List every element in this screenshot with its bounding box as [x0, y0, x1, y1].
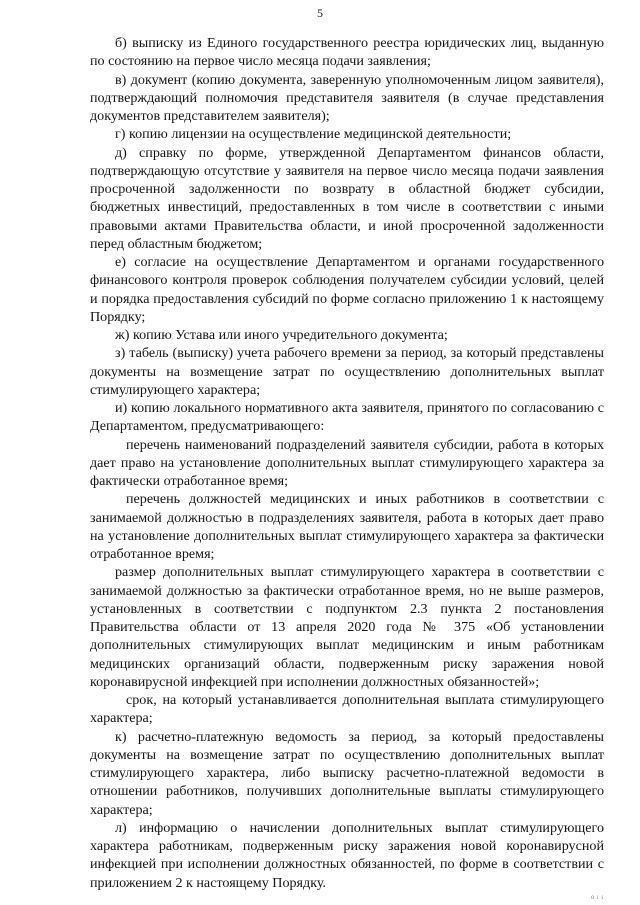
document-body: [90, 34, 604, 892]
page-number: 5: [317, 6, 323, 20]
list-item-k: к) расчетно-платежную ведомость за период, за который предоставлены документы на возмещение затрат по осуществлению дополнительных выплат стимулирующего характера, либо выписку расчетно-платежной ведомости в отношении работников, получивших дополнительные выплаты стимулирующего характера;: [90, 728, 604, 818]
list-item-i: и) копию локального нормативного акта заявителя, принятого по согласованию с Департаментом, предусматривающего:: [90, 400, 604, 435]
list-item-z: з) табель (выписку) учета рабочего времени за период, за который представлены документы на возмещение затрат по осуществлению дополнительных выплат стимулирующего характера;: [90, 345, 604, 398]
list-item-b: б) выписку из Единого государственного реестра юридических лиц, выданную по состоянию на первое число месяца подачи заявления;: [90, 35, 604, 70]
footer-mark: 0 i i: [591, 896, 604, 901]
list-item-d: д) справку по форме, утвержденной Департаментом финансов области, подтверждающую отсутствие у заявителя на первое число месяца подачи заявления просроченной задолженности по возврату в областной бюджет субсидии, бюджетных инвестиций, предоставленных в том числе в соответствии с иными правовыми актами Правительства области, и иной просроченной задолженности перед областным бюджетом;: [90, 144, 604, 252]
list-subitem-positions: перечень должностей медицинских и иных работников в соответствии с занимаемой должностью в подразделениях заявителя, работа в которых дает право на установление дополнительных выплат стимулирующего характера за фактически отработанное время;: [90, 491, 604, 562]
list-subitem-term: срок, на который устанавливается дополнительная выплата стимулирующего характера;: [90, 692, 604, 727]
list-item-l: л) информацию о начислении дополнительных выплат стимулирующего характера работникам, подверженным риску заражения новой коронавирусной инфекцией при исполнении должностных обязанностей, по форме в соответствии с приложением 2 к настоящему Порядку.: [90, 819, 604, 891]
list-item-g: г) копию лицензии на осуществление медицинской деятельности;: [115, 126, 512, 143]
list-subitem-payment-size: размер дополнительных выплат стимулирующего характера в соответствии с занимаемой должностью за фактически отработанное время, но не выше размеров, установленных в соответствии с подпунктом 2.3 пункта 2 постановления Правительства области от 13 апреля 2020 года № 375 «Об установлении дополнительных стимулирующих выплат медицинским и иным работникам медицинских организаций области, подверженным риску заражения новой коронавирусной инфекцией при исполнении должностных обязанностей»;: [90, 564, 604, 690]
list-item-zh: ж) копию Устава или иного учредительного документа;: [115, 327, 448, 343]
list-item-e: е) согласие на осуществление Департаментом и органами государственного финансового контроля проверок соблюдения получателем субсидии условий, целей и порядка предоставления субсидий по форме согласно приложению 1 к настоящему Порядку;: [90, 254, 604, 325]
list-subitem-departments: перечень наименований подразделений заявителя субсидии, работа в которых дает право на установление дополнительных выплат стимулирующего характера за фактически отработанное время;: [90, 436, 604, 489]
list-item-v: в) документ (копию документа, заверенную уполномоченным лицом заявителя), подтверждающий полномочия представителя заявителя (в случае представления документов представителем заявителя);: [90, 71, 604, 124]
